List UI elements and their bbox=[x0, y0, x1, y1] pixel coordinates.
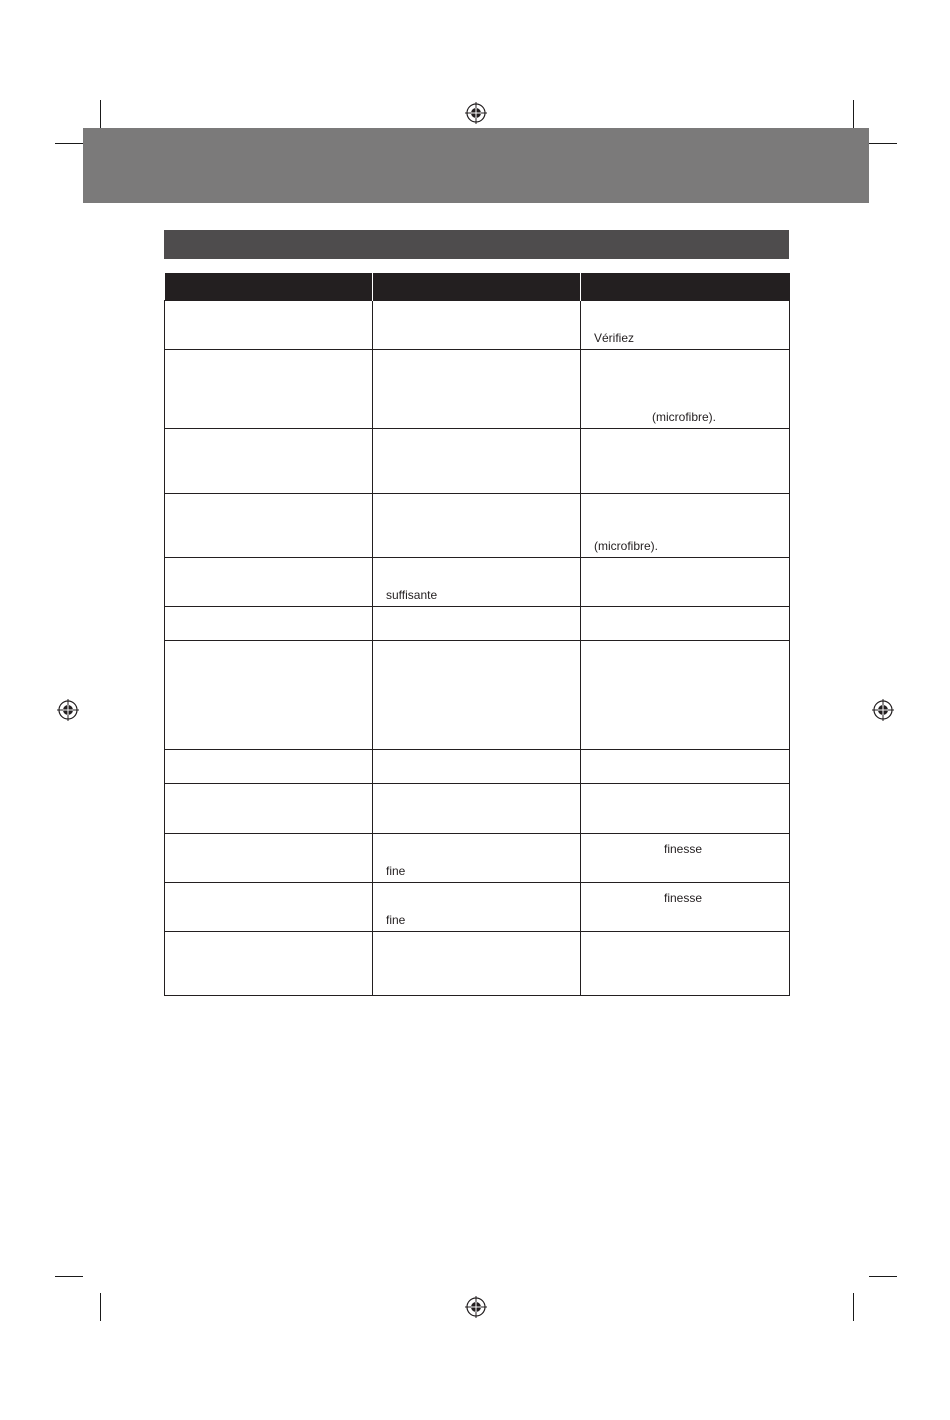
table-row bbox=[165, 641, 790, 750]
table-cell bbox=[165, 607, 373, 641]
table-cell bbox=[165, 301, 373, 350]
table-row bbox=[165, 607, 790, 641]
table-cell: suffisante bbox=[373, 558, 581, 607]
header-banner bbox=[83, 128, 869, 203]
column-header bbox=[581, 273, 790, 301]
table-cell bbox=[581, 750, 790, 784]
table-cell bbox=[373, 932, 581, 996]
table-row bbox=[165, 494, 790, 558]
table-cell bbox=[373, 607, 581, 641]
table-cell bbox=[581, 350, 790, 429]
crop-mark bbox=[55, 143, 83, 144]
table-row bbox=[165, 883, 790, 932]
crop-mark bbox=[853, 1293, 854, 1321]
table-cell bbox=[373, 350, 581, 429]
cell-text: finesse bbox=[664, 842, 703, 856]
troubleshooting-table bbox=[164, 273, 790, 996]
crop-mark bbox=[853, 100, 854, 128]
crop-mark bbox=[55, 1276, 83, 1277]
table-cell bbox=[165, 494, 373, 558]
cell-text: (microfibre). bbox=[652, 410, 717, 424]
table-cell bbox=[165, 932, 373, 996]
table-cell: fine bbox=[373, 883, 581, 932]
table-cell bbox=[581, 932, 790, 996]
table-row bbox=[165, 834, 790, 883]
table-row bbox=[165, 932, 790, 996]
registration-mark-icon bbox=[465, 102, 487, 124]
table-row bbox=[165, 350, 790, 429]
column-header bbox=[165, 273, 373, 301]
table-cell bbox=[373, 750, 581, 784]
table-cell bbox=[165, 641, 373, 750]
crop-mark bbox=[869, 1276, 897, 1277]
table-cell bbox=[165, 883, 373, 932]
table-cell bbox=[165, 350, 373, 429]
table-cell: (microfibre). bbox=[581, 494, 790, 558]
table-cell bbox=[581, 834, 790, 883]
crop-mark bbox=[100, 1293, 101, 1321]
table-cell bbox=[165, 429, 373, 494]
section-title-bar bbox=[164, 230, 789, 259]
table-row bbox=[165, 558, 790, 607]
registration-mark-icon bbox=[872, 699, 894, 721]
table-cell bbox=[581, 607, 790, 641]
registration-mark-icon bbox=[57, 699, 79, 721]
table-cell: fine bbox=[373, 834, 581, 883]
table-cell bbox=[165, 784, 373, 834]
table-cell bbox=[581, 883, 790, 932]
table-row bbox=[165, 301, 790, 350]
table-cell bbox=[581, 784, 790, 834]
table-cell: Vérifiez bbox=[581, 301, 790, 350]
table-cell bbox=[373, 429, 581, 494]
table-cell bbox=[373, 784, 581, 834]
registration-mark-icon bbox=[465, 1296, 487, 1318]
table-cell bbox=[581, 558, 790, 607]
cell-text: finesse bbox=[664, 891, 703, 905]
table-cell bbox=[165, 558, 373, 607]
table-row bbox=[165, 750, 790, 784]
table-header-row bbox=[165, 273, 790, 301]
table-cell bbox=[373, 301, 581, 350]
crop-mark bbox=[869, 143, 897, 144]
table-cell bbox=[373, 641, 581, 750]
table-cell bbox=[165, 834, 373, 883]
table-cell bbox=[165, 750, 373, 784]
table-cell bbox=[581, 429, 790, 494]
table-row bbox=[165, 784, 790, 834]
table-row bbox=[165, 429, 790, 494]
table-cell bbox=[581, 641, 790, 750]
table-cell bbox=[373, 494, 581, 558]
crop-mark bbox=[100, 100, 101, 128]
column-header bbox=[373, 273, 581, 301]
